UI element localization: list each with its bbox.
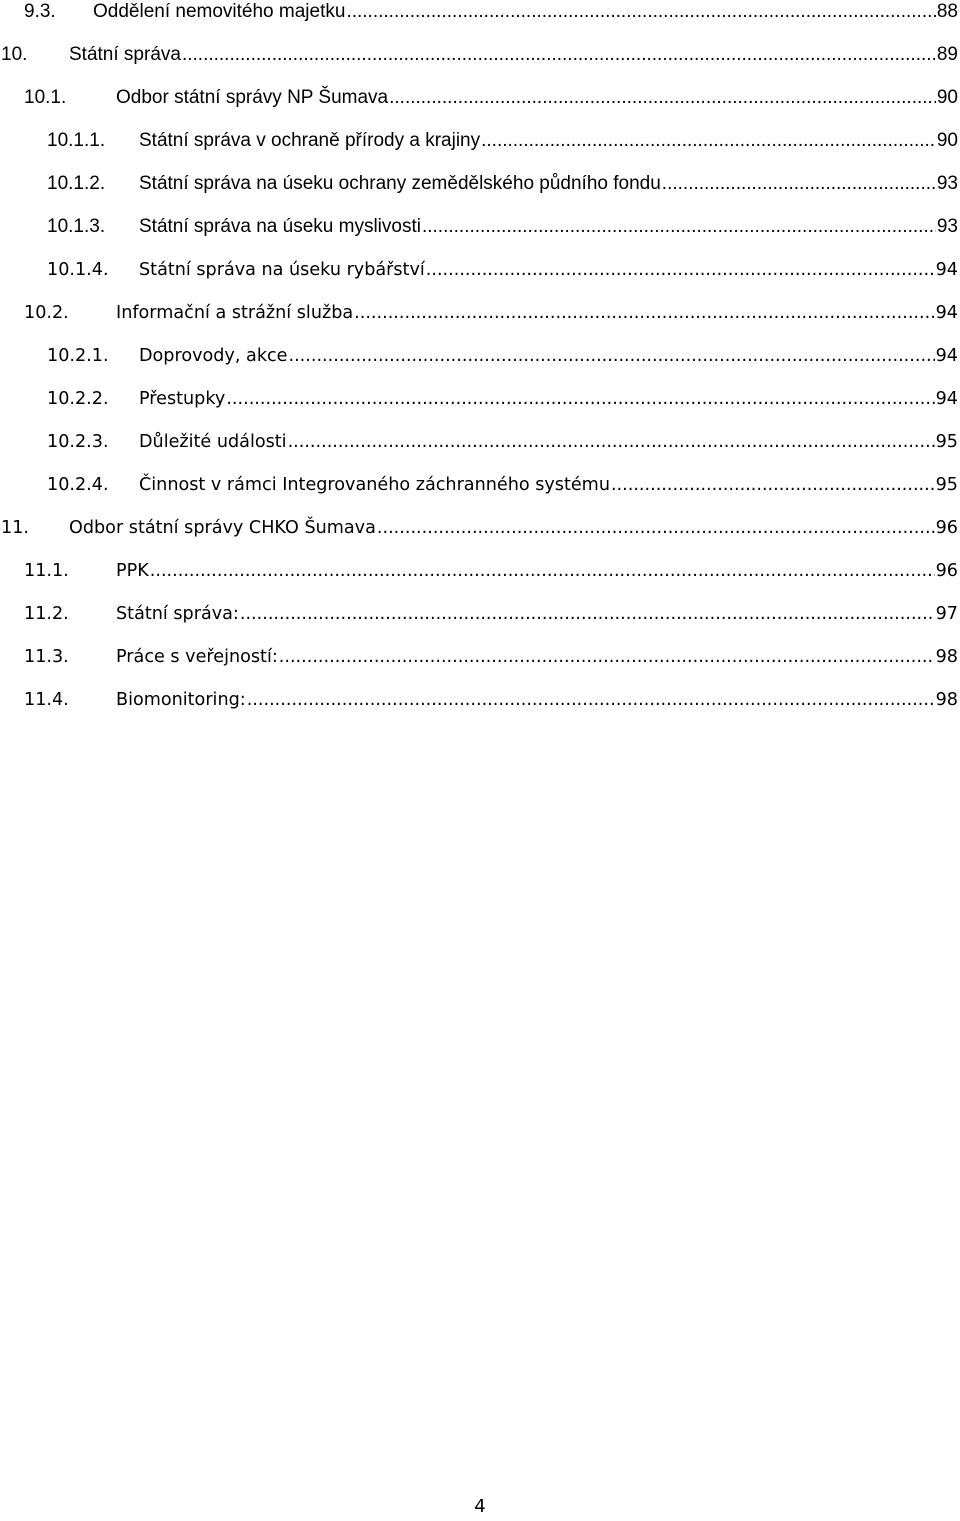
toc-leader-dots — [481, 126, 936, 156]
toc-entry-number: 10. — [1, 44, 28, 65]
toc-entry[interactable] — [24, 298, 958, 328]
toc-entry-number: 10.2.4. — [47, 475, 109, 495]
toc-leader-dots — [182, 40, 936, 70]
toc-leader-dots — [422, 212, 936, 242]
toc-entry[interactable] — [24, 556, 958, 586]
toc-entry-title: PPK — [116, 561, 149, 581]
toc-leader-dots — [611, 470, 935, 500]
toc-entry-title: Biomonitoring: — [116, 690, 246, 710]
toc-leader-dots — [150, 556, 935, 586]
toc-entry-number: 11.4. — [24, 690, 69, 710]
toc-entry[interactable] — [47, 384, 958, 414]
toc-entry-page: 94 — [935, 346, 958, 366]
toc-entry-number: 10.2. — [24, 303, 69, 323]
toc-entry[interactable] — [47, 255, 958, 285]
toc-entry[interactable] — [24, 685, 958, 715]
toc-entry[interactable] — [47, 470, 958, 500]
toc-entry[interactable] — [47, 341, 958, 371]
toc-entry-title: Státní správa — [69, 44, 181, 65]
toc-entry-page: 96 — [935, 518, 958, 538]
toc-entry-number: 10.1.4. — [47, 260, 109, 280]
toc-entry[interactable] — [24, 83, 958, 113]
toc-entry[interactable] — [47, 427, 958, 457]
toc-leader-dots — [354, 298, 934, 328]
toc-leader-dots — [377, 513, 935, 543]
toc-entry-title: Státní správa na úseku myslivosti — [139, 216, 421, 237]
toc-entry-number: 10.2.2. — [47, 389, 109, 409]
toc-entry-title: Státní správa na úseku ochrany zemědělského půdního fondu — [139, 173, 661, 194]
toc-entry-title: Činnost v rámci Integrovaného záchranného systému — [139, 475, 610, 495]
toc-entry-title: Práce s veřejností: — [116, 647, 278, 667]
toc-entry-page: 95 — [935, 475, 958, 495]
toc-entry[interactable] — [24, 642, 958, 672]
toc-entry-title: Doprovody, akce — [139, 346, 288, 366]
toc-entry-page: 94 — [935, 260, 958, 280]
toc-leader-dots — [226, 384, 934, 414]
toc-leader-dots — [279, 642, 935, 672]
toc-entry-page: 95 — [935, 432, 958, 452]
toc-entry-number: 10.1. — [24, 87, 67, 108]
toc-entry-page: 88 — [936, 1, 958, 22]
toc-entry[interactable] — [24, 599, 958, 629]
toc-entry-page: 96 — [935, 561, 958, 581]
toc-leader-dots — [426, 255, 935, 285]
toc-entry-page: 94 — [935, 303, 958, 323]
toc-entry[interactable] — [1, 513, 958, 543]
toc-entry-page: 93 — [936, 216, 958, 237]
toc-leader-dots — [389, 83, 936, 113]
toc-entry-page: 94 — [935, 389, 958, 409]
toc-entry[interactable] — [47, 126, 958, 156]
toc-entry-number: 10.1.1. — [47, 130, 106, 151]
toc-entry-title: Odbor státní správy CHKO Šumava — [69, 518, 376, 538]
toc-entry-page: 93 — [936, 173, 958, 194]
toc-entry-page: 98 — [935, 690, 958, 710]
toc-entry-number: 10.2.1. — [47, 346, 109, 366]
toc-entry-title: Důležité události — [139, 432, 287, 452]
toc-entry-title: Odbor státní správy NP Šumava — [116, 87, 389, 108]
toc-entry-number: 10.1.3. — [47, 216, 106, 237]
toc-entry[interactable] — [47, 169, 958, 199]
toc-entry-number: 11.1. — [24, 561, 69, 581]
toc-entry-page: 90 — [936, 130, 958, 151]
toc-entry-title: Oddělení nemovitého majetku — [93, 1, 346, 22]
toc-leader-dots — [288, 427, 935, 457]
toc-entry-page: 90 — [936, 87, 958, 108]
toc-entry[interactable] — [1, 40, 958, 70]
toc-entry-number: 9.3. — [24, 1, 56, 22]
page-number: 4 — [474, 1496, 486, 1517]
toc-entry-number: 11.2. — [24, 604, 69, 624]
toc-leader-dots — [289, 341, 935, 371]
toc-entry-number: 10.1.2. — [47, 173, 106, 194]
toc-entry-page: 97 — [935, 604, 958, 624]
toc-leader-dots — [247, 685, 935, 715]
toc-entry-number: 11. — [1, 518, 29, 538]
toc-entry-title: Státní správa na úseku rybářství — [139, 260, 425, 280]
toc-leader-dots — [240, 599, 935, 629]
toc-entry[interactable] — [24, 0, 958, 27]
toc-entry-page: 98 — [935, 647, 958, 667]
toc-leader-dots — [346, 0, 935, 27]
toc-entry-title: Informační a strážní služba — [116, 303, 354, 323]
toc-entry-number: 10.2.3. — [47, 432, 109, 452]
toc-entry-page: 89 — [936, 44, 958, 65]
toc-entry-title: Státní správa: — [116, 604, 239, 624]
toc-leader-dots — [662, 169, 936, 199]
toc-entry[interactable] — [47, 212, 958, 242]
toc-entry-number: 11.3. — [24, 647, 69, 667]
toc-entry-title: Přestupky — [139, 389, 226, 409]
toc-entry-title: Státní správa v ochraně přírody a krajiny — [139, 130, 481, 151]
